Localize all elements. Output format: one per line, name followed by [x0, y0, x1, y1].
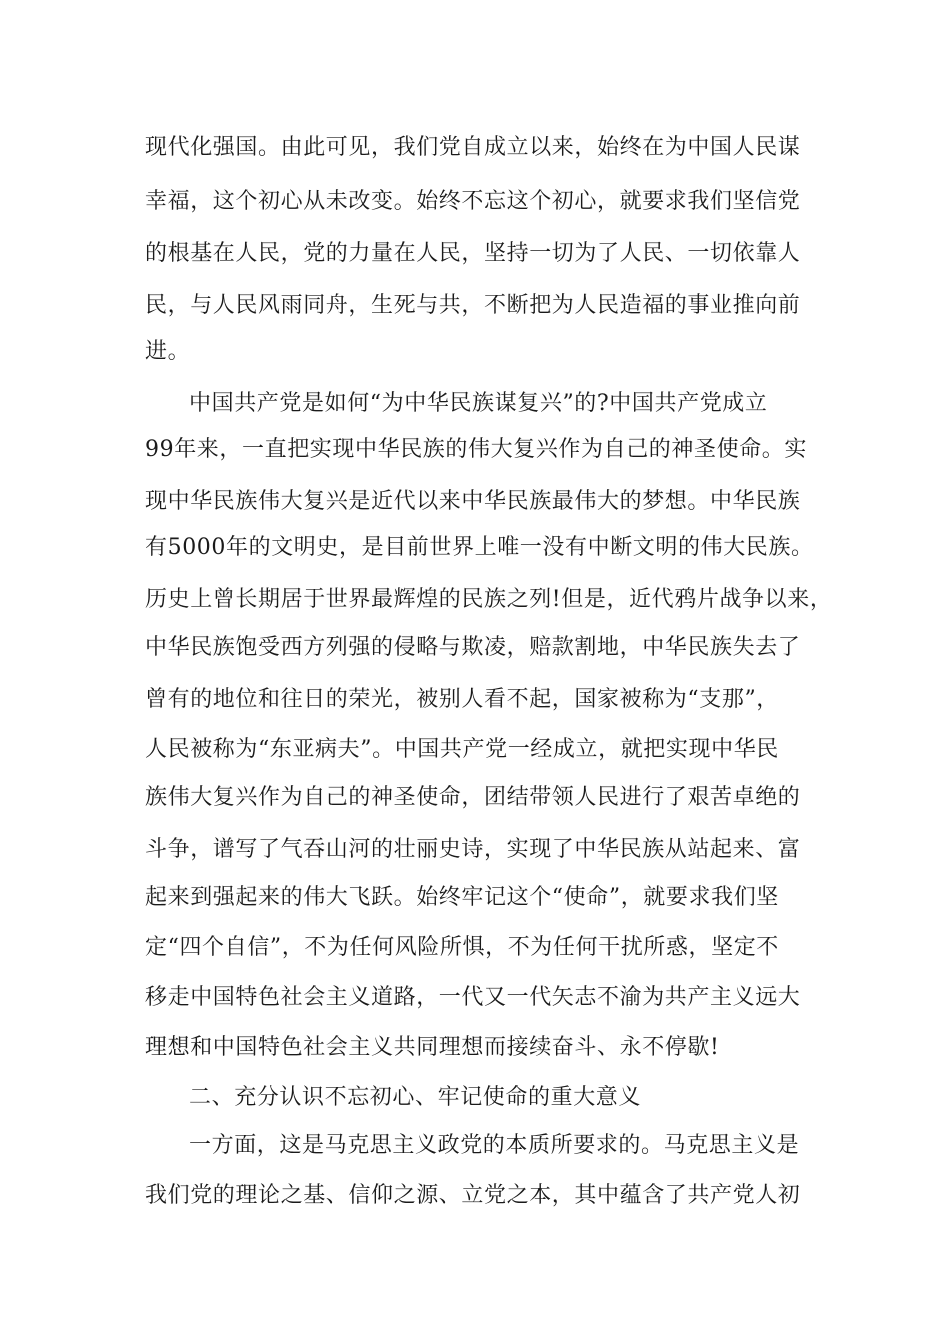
text-line: 曾有的地位和往日的荣光，被别人看不起，国家被称为“支那”，	[145, 687, 779, 712]
text-line: 族伟大复兴作为自己的神圣使命，团结带领人民进行了艰苦卓绝的	[145, 785, 801, 810]
text-line: 移走中国特色社会主义道路，一代又一代矢志不渝为共产主义远大	[145, 985, 801, 1010]
text-line: 有5000年的文明史，是目前世界上唯一没有中断文明的伟大民族。	[145, 535, 814, 560]
text-line: 斗争，谱写了气吞山河的壮丽史诗，实现了中华民族从站起来、富	[145, 837, 801, 862]
paragraph-first-line: 一方面，这是马克思主义政党的本质所要求的。马克思主义是	[189, 1133, 800, 1158]
text-line: 中华民族饱受西方列强的侵略与欺凌，赔款割地，中华民族失去了	[145, 635, 801, 660]
text-line: 人民被称为“东亚病夫”。中国共产党一经成立，就把实现中华民	[145, 737, 779, 762]
section-heading: 二、充分认识不忘初心、牢记使命的重大意义	[189, 1085, 642, 1110]
text-line: 现代化强国。由此可见，我们党自成立以来，始终在为中国人民谋	[145, 135, 801, 160]
paragraph-first-line: 中国共产党是如何“为中华民族谋复兴”的?中国共产党成立	[189, 391, 768, 416]
text-line: 进。	[145, 339, 191, 364]
text-line: 幸福，这个初心从未改变。始终不忘这个初心，就要求我们坚信党	[145, 189, 801, 214]
text-line: 起来到强起来的伟大飞跃。始终牢记这个“使命”，就要求我们坚	[145, 885, 779, 910]
text-line: 定“四个自信”，不为任何风险所惧，不为任何干扰所惑，坚定不	[145, 935, 779, 960]
text-line: 99年来，一直把实现中华民族的伟大复兴作为自己的神圣使命。实	[145, 437, 807, 462]
text-line: 现中华民族伟大复兴是近代以来中华民族最伟大的梦想。中华民族	[145, 489, 801, 514]
text-line: 历史上曾长期居于世界最辉煌的民族之列!但是，近代鸦片战争以来，	[145, 587, 833, 612]
text-line: 理想和中国特色社会主义共同理想而接续奋斗、永不停歇!	[145, 1035, 720, 1060]
text-line: 的根基在人民，党的力量在人民，坚持一切为了人民、一切依靠人	[145, 241, 801, 266]
text-line: 民，与人民风雨同舟，生死与共，不断把为人民造福的事业推向前	[145, 293, 801, 318]
text-line: 我们党的理论之基、信仰之源、立党之本，其中蕴含了共产党人初	[145, 1183, 801, 1208]
